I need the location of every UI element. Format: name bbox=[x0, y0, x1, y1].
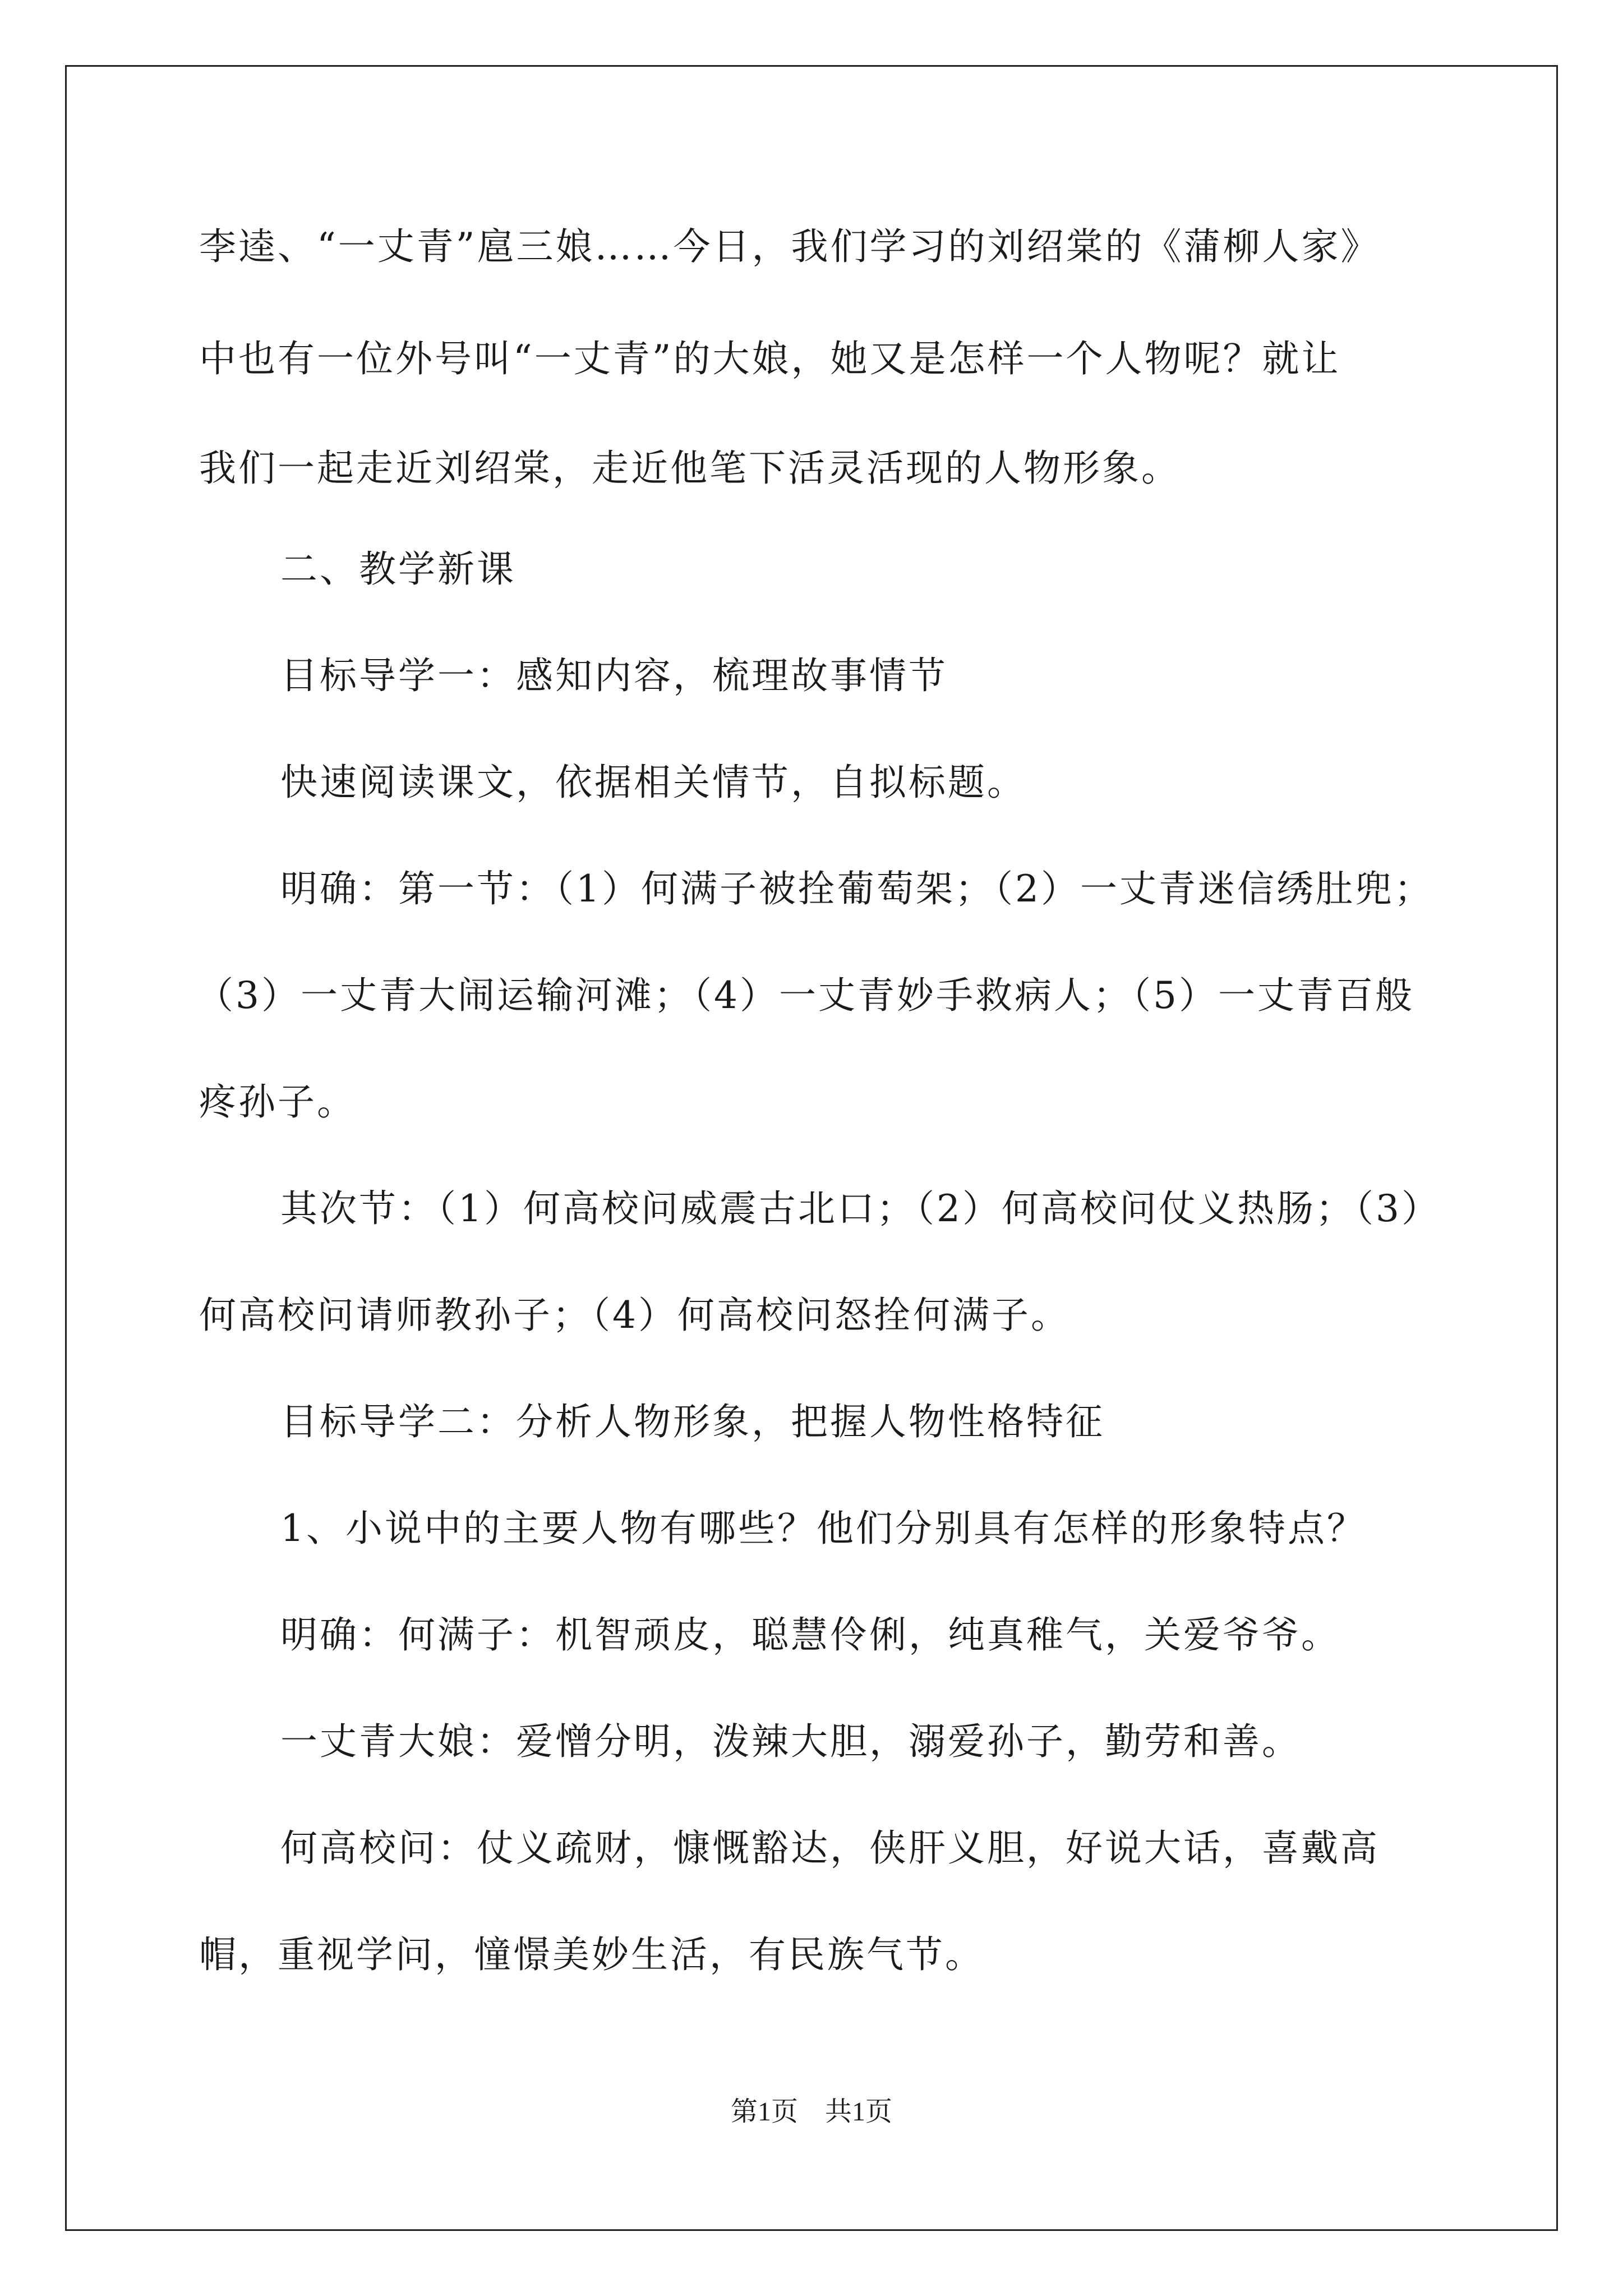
page-border bbox=[65, 65, 1558, 2231]
text-line: 疼孙子。 bbox=[199, 1080, 356, 1124]
text-line: 快速阅读课文，依据相关情节，自拟标题。 bbox=[280, 761, 1026, 804]
text-line: 帽，重视学问，憧憬美妙生活，有民族气节。 bbox=[199, 1933, 984, 1976]
text-line: 明确：第一节：（1）何满子被拴葡萄架；（2）一丈青迷信绣肚兜； bbox=[280, 867, 1433, 910]
text-line: 其次节：（1）何高校问威震古北口；（2）何高校问仗义热肠；（3） bbox=[280, 1187, 1441, 1230]
text-line: 李逵、“一丈青”扈三娘……今日，我们学习的刘绍棠的《蒲柳人家》 bbox=[199, 225, 1380, 268]
text-line: 我们一起走近刘绍棠，走近他笔下活灵活现的人物形象。 bbox=[199, 447, 1181, 490]
text-line: 何高校问：仗义疏财，慷慨豁达，侠肝义胆，好说大话，喜戴高 bbox=[280, 1826, 1380, 1870]
text-line: 中也有一位外号叫“一丈青”的大娘，她又是怎样一个人物呢？就让 bbox=[199, 337, 1341, 380]
text-line: 1、小说中的主要人物有哪些？他们分别具有怎样的形象特点？ bbox=[280, 1507, 1366, 1550]
subsection-heading: 目标导学一：感知内容，梳理故事情节 bbox=[280, 654, 948, 697]
section-heading: 二、教学新课 bbox=[280, 547, 516, 591]
text-line: 明确：何满子：机智顽皮，聪慧伶俐，纯真稚气，关爱爷爷。 bbox=[280, 1613, 1340, 1657]
text-line: （3）一丈青大闹运输河滩；（4）一丈青妙手救病人；（5）一丈青百般 bbox=[196, 974, 1414, 1017]
subsection-heading: 目标导学二：分析人物形象，把握人物性格特征 bbox=[280, 1400, 1105, 1443]
text-line: 何高校问请师教孙子；（4）何高校问怒拴何满子。 bbox=[199, 1294, 1070, 1337]
text-line: 一丈青大娘：爱憎分明，泼辣大胆，溺爱孙子，勤劳和善。 bbox=[280, 1720, 1301, 1763]
page-footer: 第1页 共1页 bbox=[730, 2097, 892, 2127]
